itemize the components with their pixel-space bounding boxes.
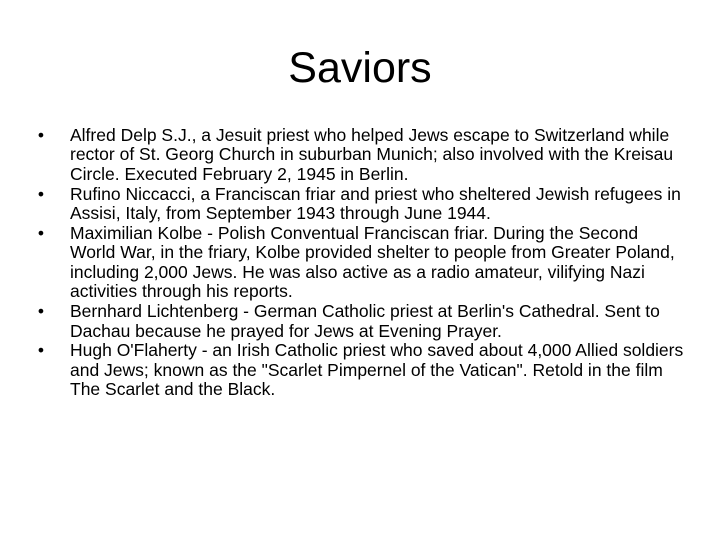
bullet-text: Rufino Niccacci, a Franciscan friar and priest who sheltered Jewish refugees in Assisi, Italy, from September 1943 through June 1944. xyxy=(70,183,681,224)
slide-title: Saviors xyxy=(288,44,432,92)
bullet-list xyxy=(34,126,688,400)
list-item xyxy=(34,185,688,224)
list-item xyxy=(34,126,688,184)
bullet-text: Hugh O'Flaherty - an Irish Catholic priest who saved about 4,000 Allied soldiers and Jews; known as the "Scarlet Pimpernel of the Vatican". Retold in the film The Scarlet and the Black. xyxy=(70,340,684,400)
list-item xyxy=(34,341,688,399)
bullet-marker: • xyxy=(37,223,45,244)
bullet-marker: • xyxy=(37,125,45,145)
bullet-marker: • xyxy=(37,301,45,322)
bullet-text: Alfred Delp S.J., a Jesuit priest who helped Jews escape to Switzerland while rector of St. Georg Church in suburban Munich; also involved with the Kreisau Circle. Executed February 2, 1945 in Berlin. xyxy=(70,125,674,184)
bullet-marker: • xyxy=(37,340,45,361)
bullet-marker: • xyxy=(37,183,45,204)
bullet-text: Maximilian Kolbe - Polish Conventual Franciscan friar. During the Second World War, in the friary, Kolbe provided shelter to people from Greater Poland, including 2,000 Jews. He was also active as a radio amateur, vilifying Nazi activities through his reports. xyxy=(70,223,675,302)
list-item xyxy=(34,224,688,302)
list-item xyxy=(34,302,688,341)
bullet-text: Bernhard Lichtenberg - German Catholic priest at Berlin's Cathedral. Sent to Dachau because he prayed for Jews at Evening Prayer. xyxy=(70,301,660,341)
